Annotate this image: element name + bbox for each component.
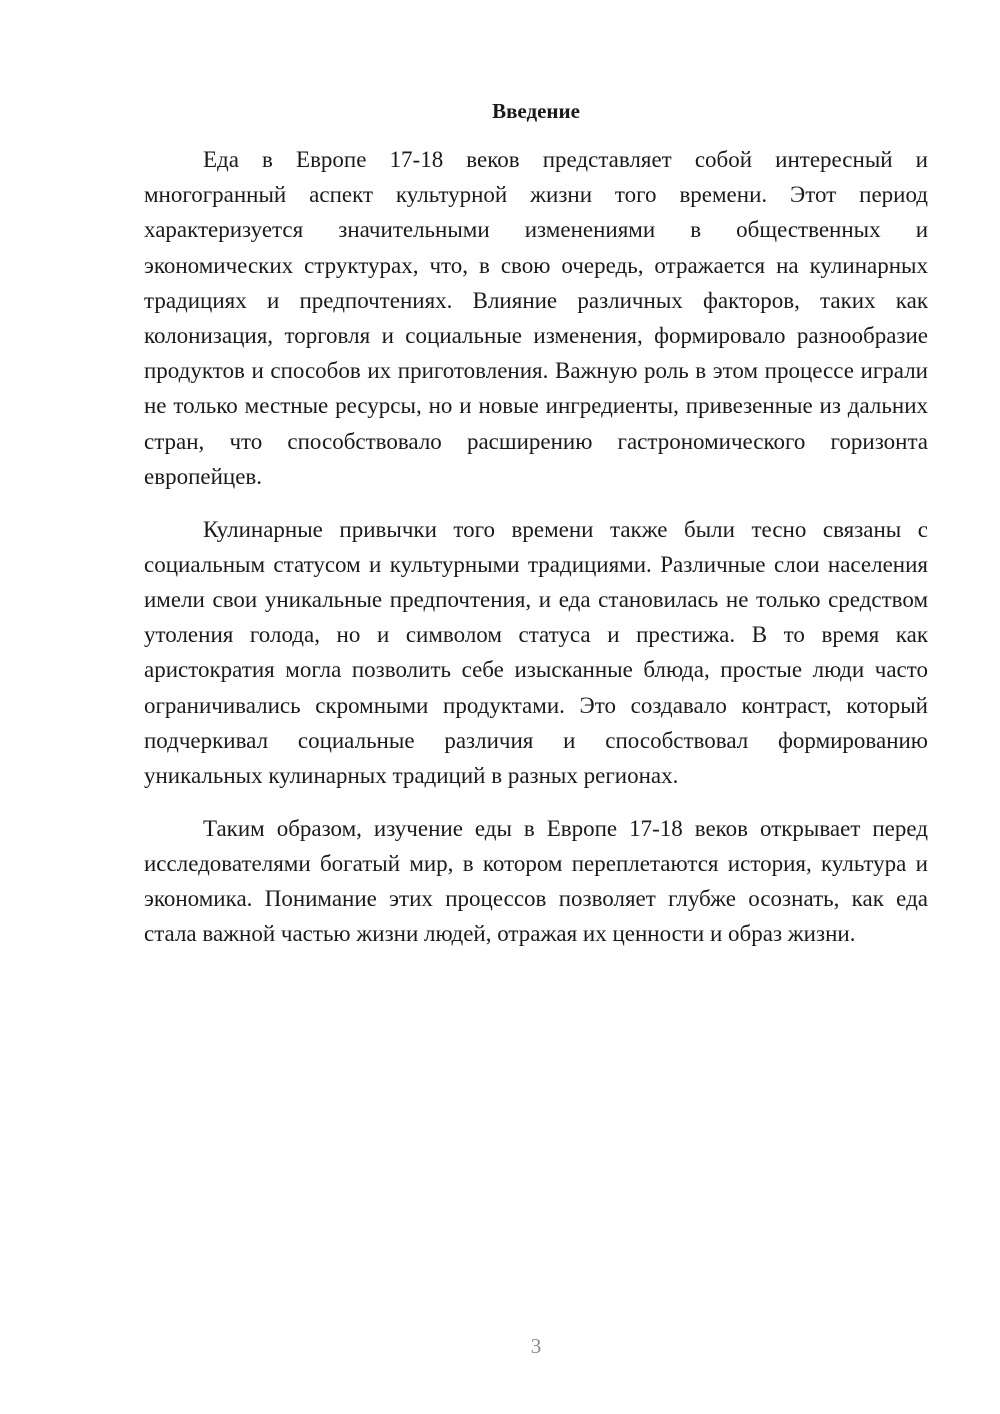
section-heading: Введение — [492, 99, 580, 123]
paragraph-2: Кулинарные привычки того времени также были тесно связаны с социальным статусом и культурными традициями. Различные слои населения имели свои уникальные предпочтения, и еда становилась не только средством утоления голода, но и символом статуса и престижа. В то время как аристократия могла позволить себе изысканные блюда, простые люди часто ограничивались скромными продуктами. Это создавало контраст, который подчеркивал социальные различия и способствовал формированию уникальных кулинарных традиций в разных регионах. — [144, 516, 928, 788]
page-number: 3 — [530, 1334, 542, 1358]
body-text — [144, 142, 928, 969]
paragraph-3: Таким образом, изучение еды в Европе 17-18 веков открывает перед исследователями богатый мир, в котором переплетаются история, культура и экономика. Понимание этих процессов позволяет глубже осознать, как еда стала важной частью жизни людей, отражая их ценности и образ жизни. — [144, 815, 928, 947]
paragraph-1: Еда в Европе 17-18 веков представляет собой интересный и многогранный аспект культурной жизни того времени. Этот период характеризуется значительными изменениями в общественных и экономических структурах, что, в свою очередь, отражается на кулинарных традициях и предпочтениях. Влияние различных факторов, таких как колонизация, торговля и социальные изменения, формировало разнообразие продуктов и способов их приготовления. Важную роль в этом процессе играли не только местные ресурсы, но и новые ингредиенты, привезенные из дальних стран, что способствовало расширению гастрономического горизонта европейцев. — [144, 147, 928, 489]
